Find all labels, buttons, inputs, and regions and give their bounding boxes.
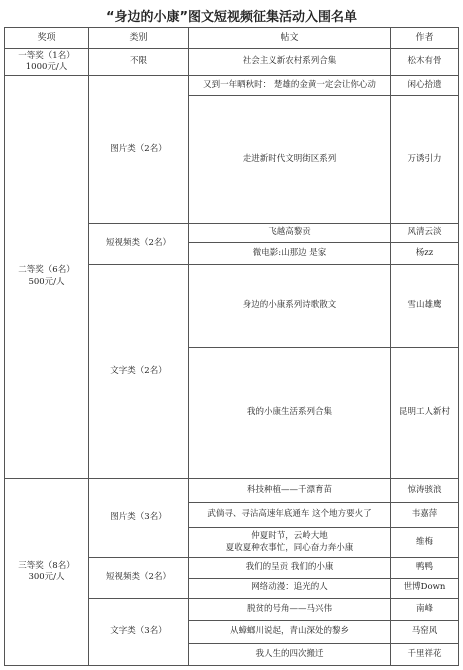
work-cell: 网络动漫：追光的人 bbox=[189, 578, 391, 598]
author-cell: 昆明工人新村 bbox=[391, 347, 459, 478]
category-cell: 短视频类（2名） bbox=[89, 224, 189, 265]
work-cell: 科技种植——千漂育苗 bbox=[189, 479, 391, 503]
second-prize-amount: 500元/人 bbox=[28, 276, 65, 287]
work-cell: 又到一年晒秋时： 楚雄的金黄一定会让你心动 bbox=[189, 75, 391, 95]
author-cell: 鸭鸭 bbox=[391, 558, 459, 578]
document-title: “身边的小康”图文短视频征集活动入围名单 bbox=[105, 10, 358, 25]
category-cell: 短视频类（2名） bbox=[89, 558, 189, 599]
category-cell: 文字类（3名） bbox=[89, 598, 189, 665]
table-row bbox=[5, 75, 459, 95]
header-award: 奖项 bbox=[5, 28, 89, 49]
author-cell: 闲心拾遗 bbox=[391, 75, 459, 95]
work-cell: 飞越高黎贡 bbox=[189, 224, 391, 243]
work-cell: 武倘寻、寻沾高速年底通车 这个地方要火了 bbox=[189, 503, 391, 527]
third-prize-cell bbox=[5, 479, 89, 666]
work-line-1: 仲夏时节，云岭大地 bbox=[251, 531, 328, 542]
header-row bbox=[5, 28, 459, 49]
work-cell: 我的小康生活系列合集 bbox=[189, 347, 391, 478]
work-cell: 我人生的四次搬迁 bbox=[189, 643, 391, 665]
work-line-2: 夏收夏种农事忙，同心奋力奔小康 bbox=[225, 542, 354, 553]
author-cell: 千里祥花 bbox=[391, 643, 459, 665]
category-cell: 图片类（2名） bbox=[89, 75, 189, 223]
author-cell: 雪山雄鹰 bbox=[391, 264, 459, 347]
header-category: 类别 bbox=[89, 28, 189, 49]
category-cell: 不限 bbox=[89, 49, 189, 75]
author-cell: 杨zz bbox=[391, 243, 459, 264]
work-cell: 我们的呈贡 我们的小康 bbox=[189, 558, 391, 578]
category-cell: 图片类（3名） bbox=[89, 479, 189, 558]
award-list-table bbox=[4, 27, 459, 666]
author-cell: 世博Down bbox=[391, 578, 459, 598]
third-prize-amount: 300元/人 bbox=[28, 572, 65, 582]
work-cell: 身边的小康系列诗歌散文 bbox=[189, 264, 391, 347]
author-cell: 风清云淡 bbox=[391, 224, 459, 243]
work-cell: 从蟑螂川说起，青山深处的黎乡 bbox=[189, 621, 391, 643]
category-cell: 文字类（2名） bbox=[89, 264, 189, 478]
work-cell bbox=[189, 527, 391, 557]
header-work: 帖文 bbox=[189, 28, 391, 49]
work-cell: 脱贫的号角——马兴伟 bbox=[189, 598, 391, 620]
work-cell: 微电影:山那边 是家 bbox=[189, 243, 391, 264]
author-cell: 马窑风 bbox=[391, 621, 459, 643]
work-cell: 社会主义新农村系列合集 bbox=[189, 49, 391, 75]
author-cell: 惊涛骇浪 bbox=[391, 479, 459, 503]
author-cell: 维梅 bbox=[391, 527, 459, 557]
first-prize-amount: 1000元/人 bbox=[25, 62, 68, 73]
header-author: 作者 bbox=[391, 28, 459, 49]
table-row bbox=[5, 479, 459, 503]
author-cell: 松木有骨 bbox=[391, 49, 459, 75]
third-prize-label: 三等奖（8名） bbox=[18, 560, 75, 571]
author-cell: 万诱引力 bbox=[391, 96, 459, 224]
first-prize-label: 一等奖（1名） bbox=[18, 50, 75, 61]
second-prize-cell bbox=[5, 75, 89, 478]
author-cell: 韦嘉萍 bbox=[391, 503, 459, 527]
first-prize-cell bbox=[5, 49, 89, 75]
work-cell: 走进新时代文明街区系列 bbox=[189, 96, 391, 224]
author-cell: 南峰 bbox=[391, 598, 459, 620]
second-prize-label: 二等奖（6名） bbox=[18, 265, 75, 276]
table-row bbox=[5, 49, 459, 75]
